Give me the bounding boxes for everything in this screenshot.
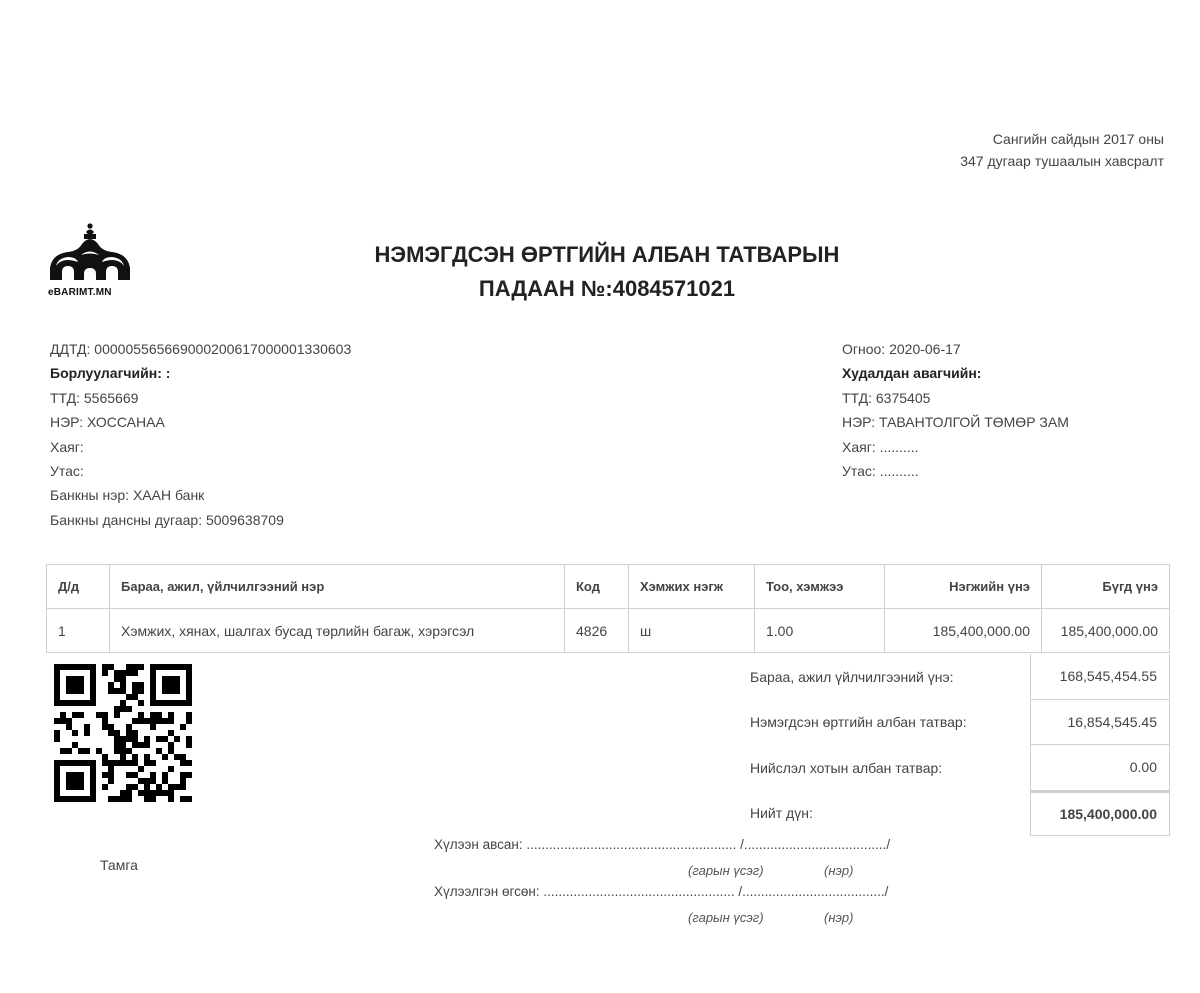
summary-row-city-tax — [740, 745, 1170, 791]
cell-unit: ш — [629, 609, 755, 653]
table-row — [47, 609, 1170, 653]
city-tax-label: Нийслэл хотын албан татвар: — [750, 759, 943, 776]
handed-name-hint: (нэр) — [824, 910, 854, 925]
cell-code: 4826 — [565, 609, 629, 653]
summary-row-vat — [740, 700, 1170, 746]
handed-signature-line: Хүлээлгэн өгсөн: ................................................... /....................................../ — [434, 884, 889, 899]
items-table — [46, 564, 1170, 653]
city-tax-value: 0.00 — [1030, 745, 1170, 791]
document-title — [300, 238, 914, 306]
ddtd-number: ДДТД: 000005565669000200617000001330603 — [50, 341, 352, 357]
col-header-code: Код — [565, 565, 629, 609]
col-header-unit-price: Нэгжийн үнэ — [885, 565, 1042, 609]
goods-price-label: Бараа, ажил үйлчилгээний үнэ: — [750, 668, 954, 685]
col-header-index: Д/д — [47, 565, 110, 609]
table-header-row — [47, 565, 1170, 609]
goods-price-value: 168,545,454.55 — [1030, 654, 1170, 700]
decree-note — [960, 128, 1164, 172]
cell-name: Хэмжих, хянах, шалгах бусад төрлийн багаж, хэрэгсэл — [110, 609, 565, 653]
cell-total: 185,400,000.00 — [1042, 609, 1170, 653]
cell-unit-price: 185,400,000.00 — [885, 609, 1042, 653]
buyer-heading: Худалдан авагчийн: — [842, 365, 982, 382]
received-name-hint: (нэр) — [824, 863, 854, 878]
invoice-date: Огноо: 2020-06-17 — [842, 341, 961, 357]
ebarimt-logo — [48, 222, 138, 298]
seller-ttd: ТТД: 5565669 — [50, 389, 139, 406]
buyer-ttd: ТТД: 6375405 — [842, 389, 931, 406]
cell-index: 1 — [47, 609, 110, 653]
cell-quantity: 1.00 — [755, 609, 885, 653]
logo-text: eBARIMT.MN — [48, 287, 112, 298]
vat-label: Нэмэгдсэн өртгийн албан татвар: — [750, 714, 967, 731]
seller-phone: Утас: — [50, 463, 84, 480]
buyer-phone: Утас: .......... — [842, 463, 919, 480]
col-header-unit: Хэмжих нэгж — [629, 565, 755, 609]
col-header-quantity: Тоо, хэмжээ — [755, 565, 885, 609]
buyer-info — [842, 337, 1069, 483]
title-line-1: НЭМЭГДСЭН ӨРТГИЙН АЛБАН ТАТВАРЫН — [374, 242, 840, 267]
seller-account: Банкны дансны дугаар: 5009638709 — [50, 511, 284, 528]
vat-value: 16,854,545.45 — [1030, 700, 1170, 746]
col-header-total: Бүгд үнэ — [1042, 565, 1170, 609]
qr-code — [54, 664, 192, 802]
buyer-address: Хаяг: .......... — [842, 438, 919, 455]
seller-address: Хаяг: — [50, 438, 84, 455]
stamp-label: Тамга — [100, 857, 138, 873]
seller-bank: Банкны нэр: ХААН банк — [50, 487, 205, 504]
summary-row-total — [740, 791, 1170, 837]
qr-code-icon — [54, 664, 192, 802]
seller-info — [50, 337, 351, 532]
decree-line-2: 347 дугаар тушаалын хавсралт — [960, 153, 1164, 169]
seller-name: НЭР: ХОССАНАА — [50, 414, 165, 431]
seller-heading: Борлуулагчийн: : — [50, 365, 171, 382]
total-value: 185,400,000.00 — [1030, 791, 1170, 837]
totals-summary — [740, 654, 1170, 836]
received-sign-hint: (гарын үсэг) — [688, 863, 764, 878]
decree-line-1: Сангийн сайдын 2017 оны — [992, 131, 1164, 147]
col-header-name: Бараа, ажил, үйлчилгээний нэр — [110, 565, 565, 609]
handed-sign-hint: (гарын үсэг) — [688, 910, 764, 925]
ebarimt-emblem-icon — [48, 222, 132, 284]
received-signature-line: Хүлээн авсан: ........................................................ /....................................../ — [434, 837, 891, 852]
summary-row-goods — [740, 654, 1170, 700]
buyer-name: НЭР: ТАВАНТОЛГОЙ ТӨМӨР ЗАМ — [842, 414, 1069, 431]
total-label: Нийт дүн: — [750, 805, 813, 822]
invoice-number: ПАДААН №:4084571021 — [478, 276, 736, 301]
